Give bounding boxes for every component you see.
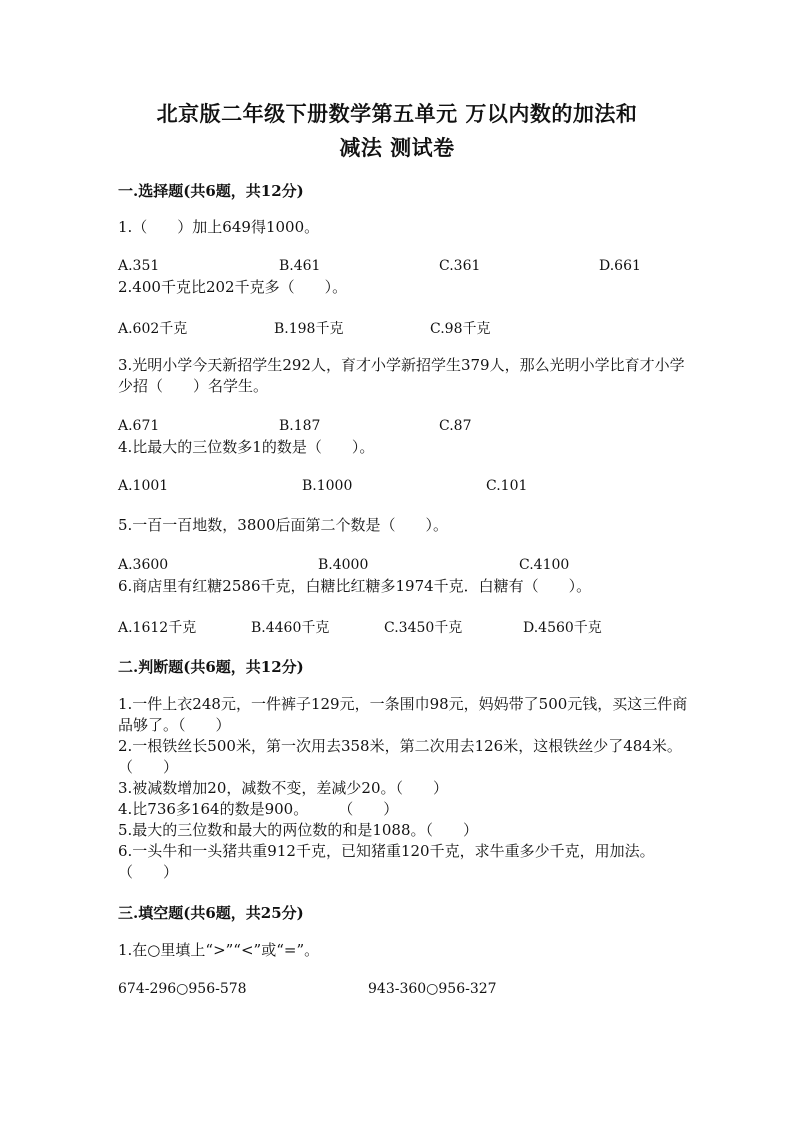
choice-option: C.87 <box>439 418 472 434</box>
section-heading-choice: 一.选择题(共6题，共12分) <box>118 182 304 200</box>
judgement-question-3: 3.被减数增加20，减数不变，差减少20。（ ） <box>118 779 448 797</box>
choice-question-3: 3.光明小学今天新招学生292人，育才小学新招学生379人，那么光明小学比育才小学少招（ ）名学生。 <box>118 356 685 395</box>
section-heading-judgement: 二.判断题(共6题，共12分) <box>118 658 304 676</box>
choice-option: D.661 <box>599 258 641 274</box>
choice-question-1: 1.（ ）加上649得1000。 <box>118 218 320 236</box>
choice-option: B.198千克 <box>274 321 344 337</box>
choice-option: A.1001 <box>118 478 169 494</box>
choice-option: B.1000 <box>302 478 353 494</box>
judgement-question-6: 6.一头牛和一头猪共重912千克，已知猪重120千克，求牛重多少千克，用加法。（ ） <box>118 842 655 881</box>
comparison-item: 674-296○956-578 <box>118 981 247 997</box>
choice-option: B.461 <box>279 258 321 274</box>
choice-option: B.4460千克 <box>251 620 330 636</box>
choice-option: A.3600 <box>118 557 169 573</box>
choice-option: C.98千克 <box>430 321 491 337</box>
choice-option: C.101 <box>486 478 528 494</box>
choice-question-2: 2.400千克比202千克多（ ）。 <box>118 278 348 296</box>
page-title-line-1: 北京版二年级下册数学第五单元 万以内数的加法和 <box>156 101 638 126</box>
judgement-question-5: 5.最大的三位数和最大的两位数的和是1088。（ ） <box>118 821 478 839</box>
choice-question-4: 4.比最大的三位数多1的数是（ ）。 <box>118 438 375 456</box>
choice-option: B.187 <box>279 418 321 434</box>
choice-option: C.361 <box>439 258 481 274</box>
comparison-item: 943-360○956-327 <box>368 981 497 997</box>
choice-option: C.3450千克 <box>384 620 463 636</box>
choice-option: A.671 <box>118 418 160 434</box>
section-heading-fill-blank: 三.填空题(共6题，共25分) <box>118 904 304 922</box>
choice-option: A.1612千克 <box>118 620 197 636</box>
judgement-question-4: 4.比736多164的数是900。 （ ） <box>118 800 399 818</box>
choice-option: B.4000 <box>318 557 369 573</box>
choice-option: C.4100 <box>519 557 570 573</box>
choice-option: A.602千克 <box>118 321 188 337</box>
judgement-question-1: 1.一件上衣248元，一件裤子129元，一条围巾98元，妈妈带了500元钱，买这三件商品够了。（ ） <box>118 695 688 734</box>
judgement-question-2: 2.一根铁丝长500米，第一次用去358米，第二次用去126米，这根铁丝少了484米。（ ） <box>118 737 682 776</box>
page-title-line-2: 减法 测试卷 <box>339 135 455 160</box>
fill-question-1: 1.在○里填上“>”“<”或“=”。 <box>118 941 320 959</box>
choice-option: A.351 <box>118 258 160 274</box>
choice-question-6: 6.商店里有红糖2586千克，白糖比红糖多1974千克．白糖有（ ）。 <box>118 577 592 595</box>
choice-option: D.4560千克 <box>523 620 602 636</box>
choice-question-5: 5.一百一百地数，3800后面第二个数是（ ）。 <box>118 516 448 534</box>
